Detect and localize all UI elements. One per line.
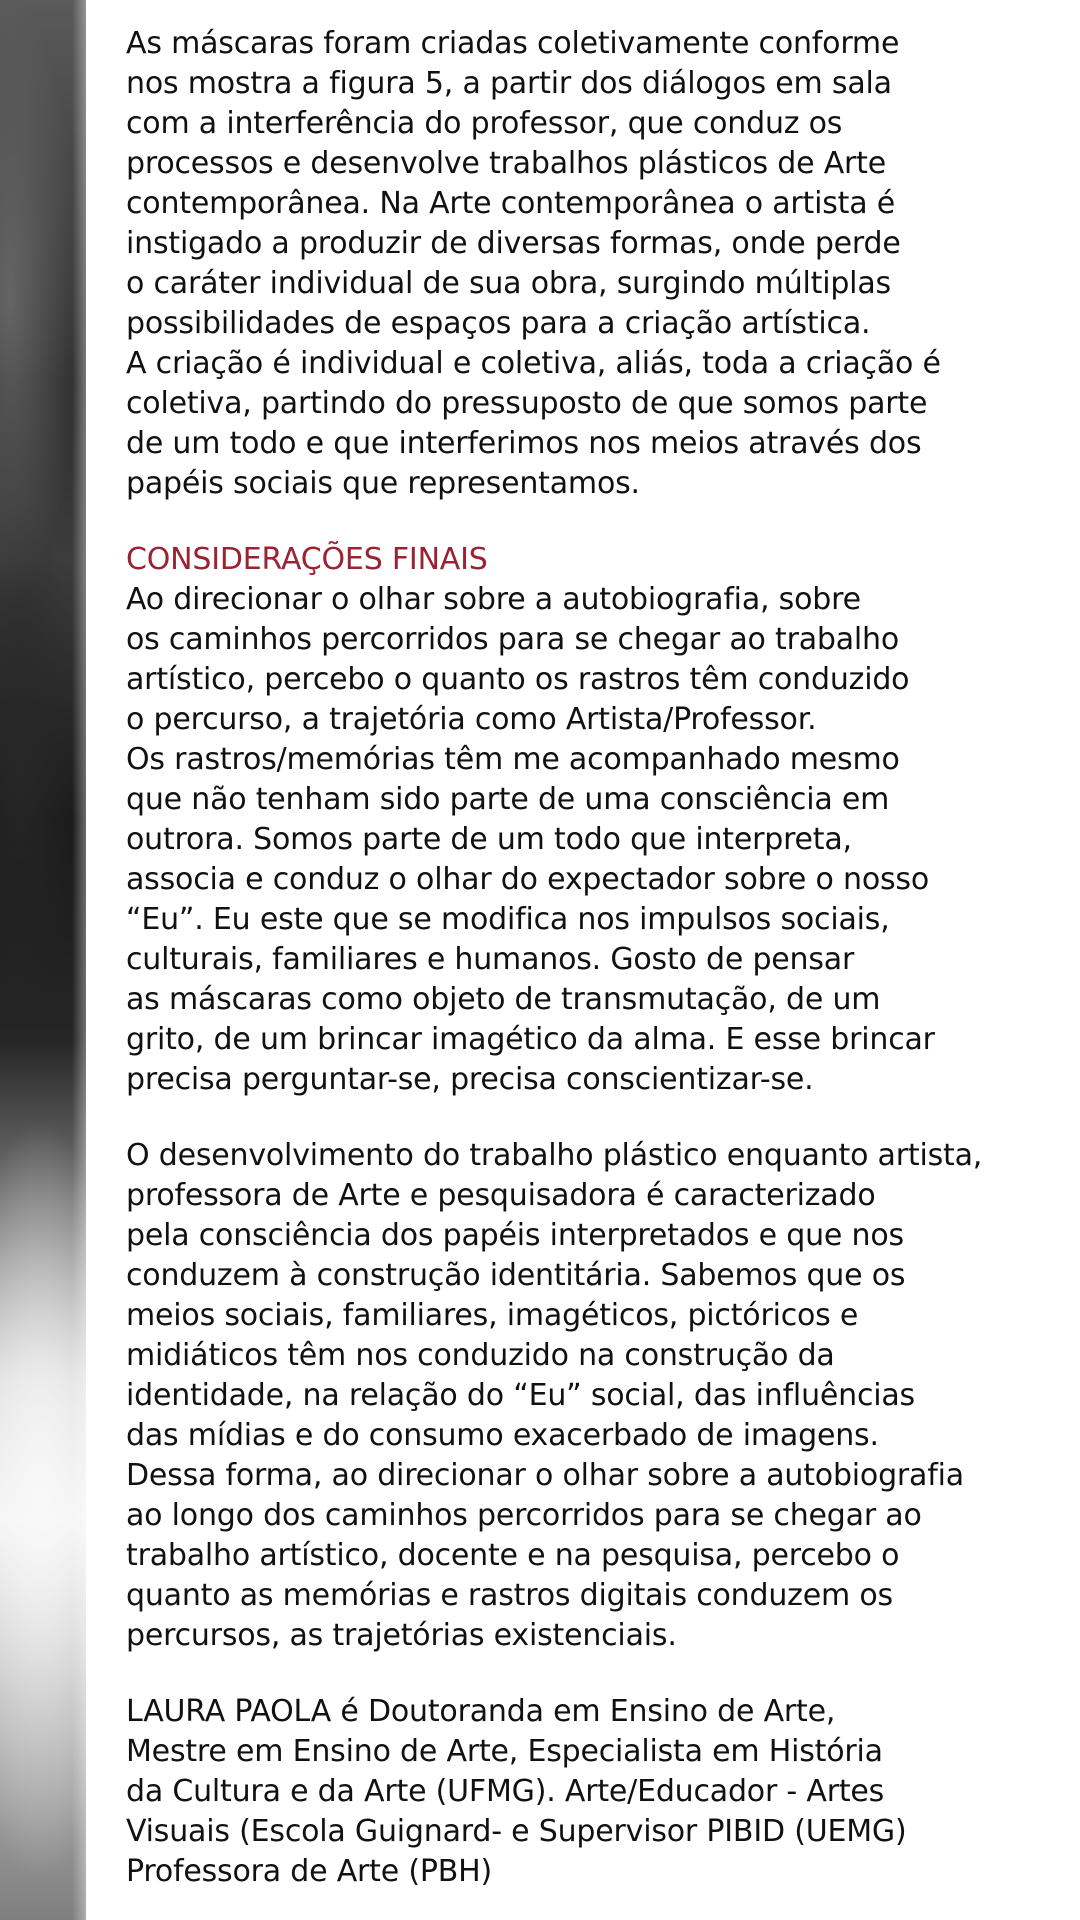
paragraph-masks-creation bbox=[126, 24, 1046, 504]
text-line: papéis sociais que representamos. bbox=[126, 466, 640, 501]
text-line: pela consciência dos papéis interpretados e que nos bbox=[126, 1218, 904, 1253]
text-line: professora de Arte e pesquisadora é caracterizado bbox=[126, 1178, 876, 1213]
text-line: Ao direcionar o olhar sobre a autobiografia, sobre bbox=[126, 582, 861, 617]
text-line: midiáticos têm nos conduzido na construção da bbox=[126, 1338, 835, 1373]
text-line: das mídias e do consumo exacerbado de imagens. bbox=[126, 1418, 879, 1453]
text-line: outrora. Somos parte de um todo que interpreta, bbox=[126, 822, 852, 857]
text-line: conduzem à construção identitária. Sabemos que os bbox=[126, 1258, 906, 1293]
text-line: possibilidades de espaços para a criação artística. bbox=[126, 306, 871, 341]
text-line: instigado a produzir de diversas formas, onde perde bbox=[126, 226, 901, 261]
text-line: o percurso, a trajetória como Artista/Professor. bbox=[126, 702, 817, 737]
text-line: coletiva, partindo do pressuposto de que somos parte bbox=[126, 386, 928, 421]
text-line: meios sociais, familiares, imagéticos, pictóricos e bbox=[126, 1298, 859, 1333]
side-photo-strip bbox=[0, 0, 86, 1920]
text-line: “Eu”. Eu este que se modifica nos impulsos sociais, bbox=[126, 902, 890, 937]
text-line: identidade, na relação do “Eu” social, das influências bbox=[126, 1378, 915, 1413]
paragraph-autobiography bbox=[126, 580, 1046, 1100]
text-line: o caráter individual de sua obra, surgindo múltiplas bbox=[126, 266, 891, 301]
paragraph-spacer bbox=[126, 1100, 1046, 1136]
text-line: A criação é individual e coletiva, aliás, toda a criação é bbox=[126, 346, 941, 381]
text-line: contemporânea. Na Arte contemporânea o artista é bbox=[126, 186, 896, 221]
text-line: quanto as memórias e rastros digitais conduzem os bbox=[126, 1578, 893, 1613]
text-line: as máscaras como objeto de transmutação, de um bbox=[126, 982, 881, 1017]
author-bio bbox=[126, 1692, 1046, 1892]
text-line: culturais, familiares e humanos. Gosto de pensar bbox=[126, 942, 855, 977]
text-line: Mestre em Ensino de Arte, Especialista em História bbox=[126, 1734, 883, 1769]
paragraph-spacer bbox=[126, 504, 1046, 540]
article-body bbox=[126, 24, 1046, 1892]
text-line: os caminhos percorridos para se chegar ao trabalho bbox=[126, 622, 900, 657]
text-line: trabalho artístico, docente e na pesquisa, percebo o bbox=[126, 1538, 900, 1573]
paragraph-spacer bbox=[126, 1656, 1046, 1692]
text-line: com a interferência do professor, que conduz os bbox=[126, 106, 843, 141]
section-heading-final-considerations: CONSIDERAÇÕES FINAIS bbox=[126, 542, 488, 577]
text-line: Dessa forma, ao direcionar o olhar sobre a autobiografia bbox=[126, 1458, 964, 1493]
text-line: O desenvolvimento do trabalho plástico enquanto artista, bbox=[126, 1138, 983, 1173]
text-line: Visuais (Escola Guignard- e Supervisor PIBID (UEMG) bbox=[126, 1814, 907, 1849]
text-line: artístico, percebo o quanto os rastros têm conduzido bbox=[126, 662, 910, 697]
text-line: da Cultura e da Arte (UFMG). Arte/Educador - Artes bbox=[126, 1774, 885, 1809]
text-line: nos mostra a figura 5, a partir dos diálogos em sala bbox=[126, 66, 892, 101]
text-line: ao longo dos caminhos percorridos para se chegar ao bbox=[126, 1498, 922, 1533]
text-line: percursos, as trajetórias existenciais. bbox=[126, 1618, 677, 1653]
text-line: grito, de um brincar imagético da alma. E esse brincar bbox=[126, 1022, 935, 1057]
text-line: Os rastros/memórias têm me acompanhado mesmo bbox=[126, 742, 900, 777]
text-line: precisa perguntar-se, precisa conscientizar-se. bbox=[126, 1062, 814, 1097]
paragraph-artistic-development bbox=[126, 1136, 1046, 1656]
text-line: LAURA PAOLA é Doutoranda em Ensino de Arte, bbox=[126, 1694, 836, 1729]
text-line: processos e desenvolve trabalhos plásticos de Arte bbox=[126, 146, 886, 181]
text-line: que não tenham sido parte de uma consciência em bbox=[126, 782, 890, 817]
text-line: Professora de Arte (PBH) bbox=[126, 1854, 492, 1889]
text-line: associa e conduz o olhar do expectador sobre o nosso bbox=[126, 862, 929, 897]
text-line: As máscaras foram criadas coletivamente conforme bbox=[126, 26, 900, 61]
text-line: de um todo e que interferimos nos meios através dos bbox=[126, 426, 922, 461]
